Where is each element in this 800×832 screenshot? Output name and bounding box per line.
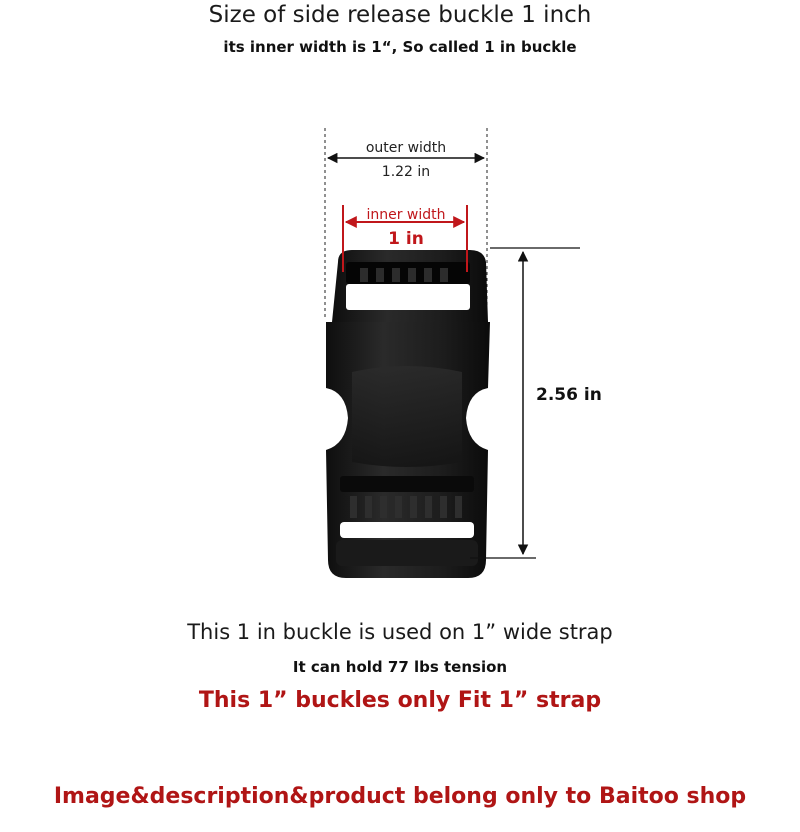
page-title: Size of side release buckle 1 inch xyxy=(208,2,592,28)
fit-warning: This 1” buckles only Fit 1” strap xyxy=(198,688,602,713)
page-subtitle: its inner width is 1“, So called 1 in buckle xyxy=(223,38,577,56)
tension-note: It can hold 77 lbs tension xyxy=(292,658,508,676)
inner-width-value: 1 in xyxy=(388,229,424,249)
length-value: 2.56 in xyxy=(536,385,602,405)
buckle-body xyxy=(326,322,490,578)
outer-width-label: outer width xyxy=(365,140,447,156)
inner-width-label: inner width xyxy=(366,207,446,223)
outer-width-value: 1.22 in xyxy=(381,164,431,180)
usage-note: This 1 in buckle is used on 1” wide strap xyxy=(187,620,613,644)
buckle-top xyxy=(332,250,488,322)
ownership-footer: Image&description&product belong only to Baitoo shop xyxy=(53,784,747,809)
